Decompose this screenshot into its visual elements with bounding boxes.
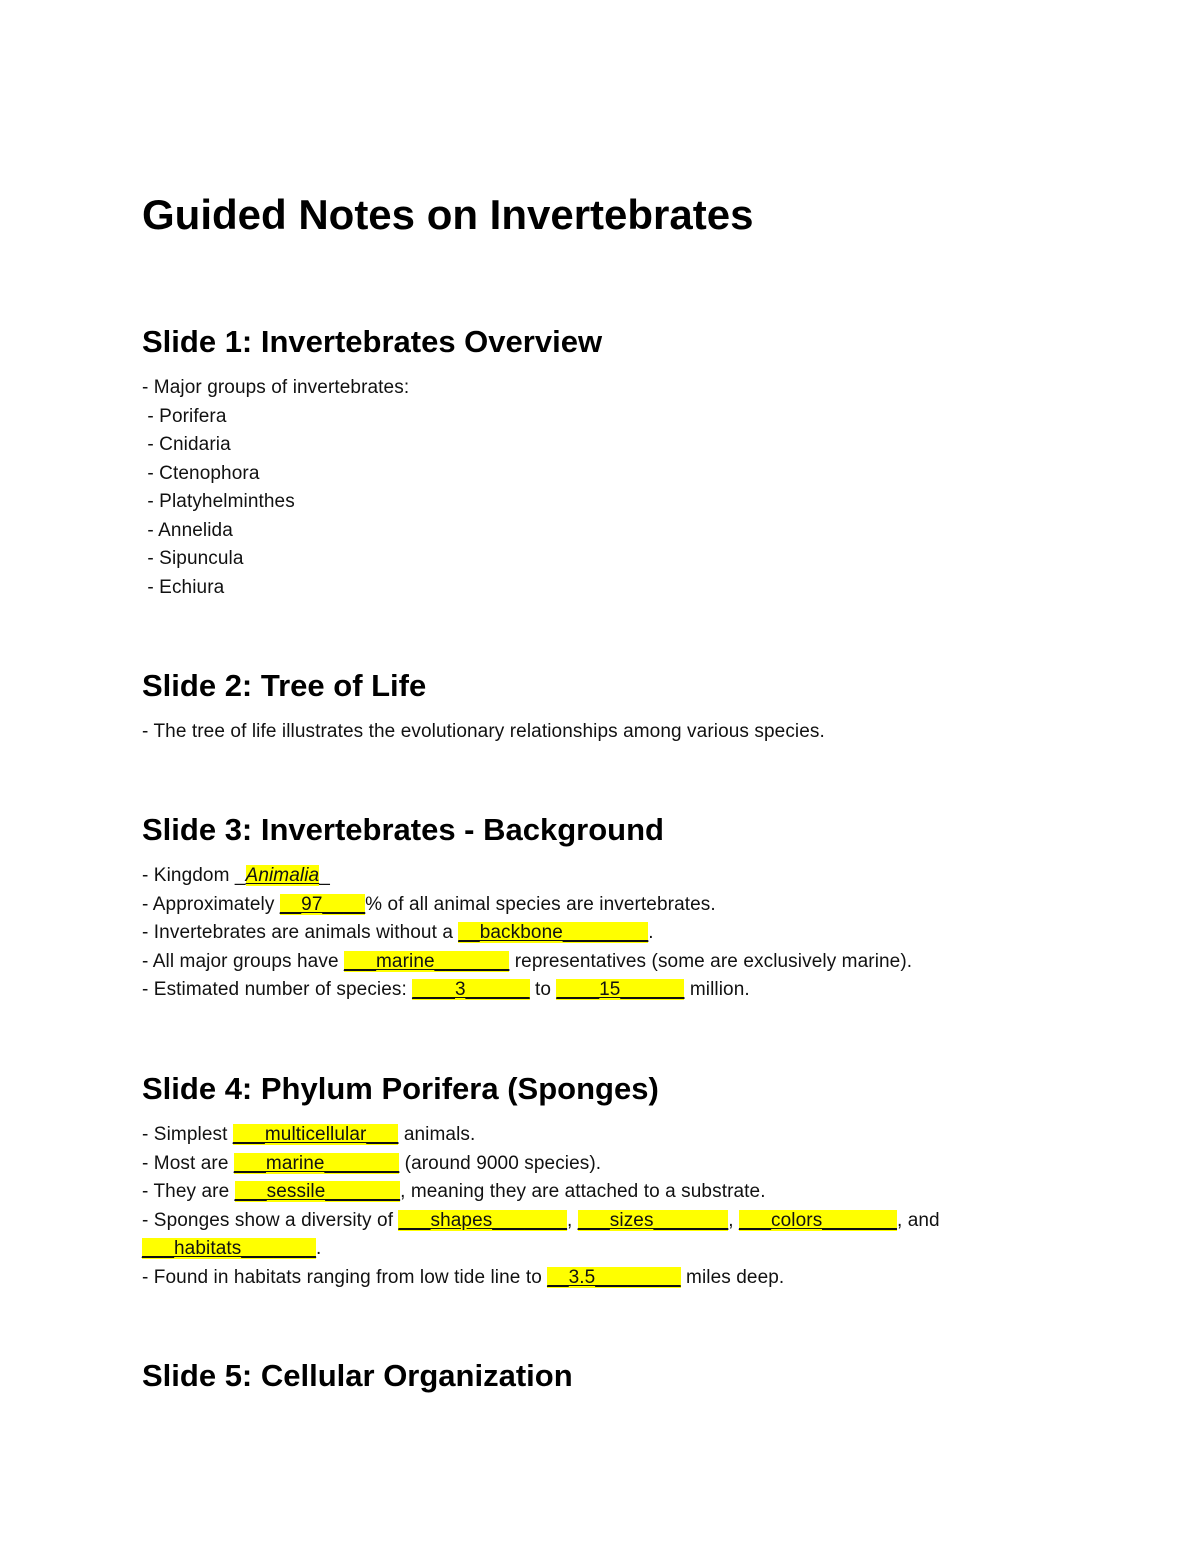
text: - Estimated number of species:	[142, 979, 413, 1000]
slide4-line-habitats	[142, 1235, 940, 1264]
answer-blank: __backbone________	[458, 922, 649, 943]
group-ctenophora: - Ctenophora	[142, 462, 260, 484]
text: million.	[684, 979, 750, 1000]
slide3-heading: Slide 3: Invertebrates - Background	[142, 812, 664, 847]
answer-blank: __3.5________	[547, 1266, 681, 1288]
slide3-notes	[142, 862, 912, 1005]
text: - Kingdom _	[142, 865, 246, 886]
slide3-line-backbone	[142, 919, 912, 948]
text: ,	[728, 1209, 740, 1231]
text: , and	[896, 1209, 940, 1231]
slide3-line-marine	[142, 948, 912, 977]
answer-blank: ____15______	[556, 979, 685, 1000]
answer-blank: ____3______	[412, 979, 530, 1000]
answer-blank: Animalia	[245, 865, 320, 886]
text: _	[319, 865, 330, 886]
answer-blank: ___sizes_______	[577, 1209, 729, 1231]
text: .	[316, 1238, 322, 1259]
slide4-line-depth	[142, 1264, 940, 1293]
slide4-line-marine	[142, 1150, 940, 1179]
text: - Invertebrates are animals without a	[142, 922, 459, 943]
text: - They are	[142, 1181, 235, 1202]
slide2-notes	[142, 718, 825, 747]
slide4-notes	[142, 1121, 940, 1292]
slide4-line-diversity	[142, 1207, 940, 1236]
answer-blank: ___habitats_______	[142, 1238, 317, 1259]
group-cnidaria: - Cnidaria	[142, 434, 231, 455]
text: - Most are	[142, 1152, 234, 1174]
slide1-heading: Slide 1: Invertebrates Overview	[142, 324, 603, 359]
text: miles deep.	[680, 1266, 785, 1288]
slide4-line-sessile	[142, 1178, 940, 1207]
answer-blank: __97____	[279, 893, 366, 915]
text: .	[648, 922, 654, 943]
text: - All major groups have	[142, 950, 344, 972]
slide3-line-kingdom	[142, 862, 912, 891]
group-echiura: - Echiura	[142, 576, 225, 598]
slide3-line-percent	[142, 891, 912, 920]
slide4-line-multicellular	[142, 1121, 940, 1150]
answer-blank: ___colors_______	[739, 1209, 897, 1231]
text: to	[529, 979, 557, 1000]
slide1-intro: - Major groups of invertebrates:	[142, 377, 410, 398]
slide2-text: - The tree of life illustrates the evolutionary relationships among various species.	[142, 721, 825, 742]
slide1-notes	[142, 374, 409, 602]
text: representatives (some are exclusively marine).	[509, 950, 913, 972]
text: , meaning they are attached to a substrate.	[400, 1181, 766, 1202]
group-sipuncula: - Sipuncula	[142, 548, 244, 569]
group-platyhelminthes: - Platyhelminthes	[142, 491, 295, 512]
text: animals.	[398, 1124, 476, 1145]
slide2-heading: Slide 2: Tree of Life	[142, 668, 427, 703]
slide3-line-species	[142, 976, 912, 1005]
text: - Simplest	[142, 1124, 233, 1145]
text: - Found in habitats ranging from low tide line to	[142, 1266, 548, 1288]
group-porifera: - Porifera	[142, 405, 227, 427]
answer-blank: ___shapes_______	[398, 1209, 568, 1231]
group-annelida: - Annelida	[142, 519, 233, 541]
text: (around 9000 species).	[399, 1152, 602, 1174]
answer-blank: ___sessile_______	[234, 1181, 401, 1202]
text: ,	[567, 1209, 578, 1231]
answer-blank: ___marine_______	[344, 950, 510, 972]
slide5-heading: Slide 5: Cellular Organization	[142, 1358, 573, 1393]
text: - Approximately	[142, 893, 280, 915]
text: % of all animal species are invertebrates.	[365, 893, 716, 915]
document-title: Guided Notes on Invertebrates	[142, 191, 754, 238]
text: - Sponges show a diversity of	[142, 1209, 399, 1231]
answer-blank: ___multicellular___	[232, 1124, 399, 1145]
answer-blank: ___marine_______	[233, 1152, 400, 1174]
slide4-heading: Slide 4: Phylum Porifera (Sponges)	[142, 1071, 659, 1106]
